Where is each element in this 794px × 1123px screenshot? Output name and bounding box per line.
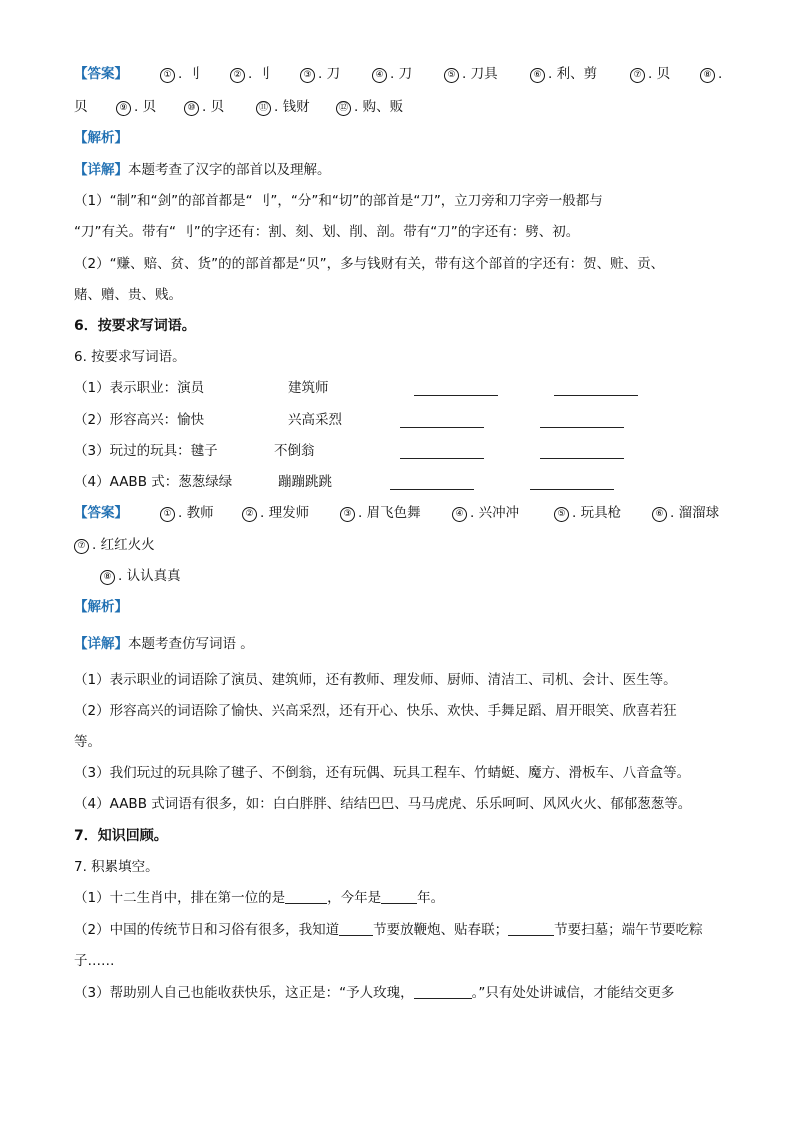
paragraph-line: （1）“制”和“剑”的部首都是“ 刂”，“分”和“切”的部首是“刀”，立刀旁和刀字旁一般都与 <box>74 193 603 209</box>
text-segment: （2）中国的传统节日和习俗有很多，我知道 <box>74 922 340 938</box>
answer-item <box>242 503 309 523</box>
paragraph-line: 子…… <box>74 953 115 969</box>
fill-line-1 <box>74 888 444 908</box>
analysis-label <box>74 597 128 617</box>
item-word: 不倒翁 <box>274 443 315 459</box>
paragraph-line: （3）我们玩过的玩具除了毽子、不倒翁，还有玩偶、玩具工程车、竹蜻蜓、魔方、滑板车、八音盒等。 <box>74 765 691 781</box>
circled-number: ⑦ <box>74 539 89 554</box>
text-segment: 。”只有处处讲诚信，才能结交更多 <box>471 985 675 1001</box>
analysis-tag: 【解析】 <box>74 130 128 146</box>
paragraph-line: 赌、赠、贵、贱。 <box>74 287 182 303</box>
text-segment: 年。 <box>417 890 445 906</box>
question-sub: 7. 积累填空。 <box>74 859 159 875</box>
item-label: （3）玩过的玩具：毽子 <box>74 443 218 459</box>
answer-item <box>160 503 214 523</box>
answer-item <box>444 64 498 84</box>
answer-row-q5-2 <box>74 97 88 117</box>
detail-text: 本题考查仿写词语 。 <box>128 636 254 652</box>
answer-tag: 【答案】 <box>74 66 128 82</box>
detail-text: 本题考查了汉字的部首以及理解。 <box>128 162 331 178</box>
detail-line <box>74 634 254 654</box>
answer-text: . 红红火火 <box>92 537 155 553</box>
answer-text: . 理发师 <box>260 505 310 521</box>
circled-number: ③ <box>340 507 355 522</box>
answer-row-q6-3 <box>100 566 181 586</box>
fill-blank[interactable] <box>381 889 417 904</box>
circled-number: ⑨ <box>116 101 131 116</box>
answer-item <box>530 64 597 84</box>
answer-item <box>452 503 519 523</box>
answer-item <box>230 64 270 84</box>
answer-text: . 利、剪 <box>548 66 598 82</box>
answer-item <box>700 64 722 84</box>
circled-number: ⑥ <box>530 68 545 83</box>
answer-lead: 贝 <box>74 99 88 115</box>
answer-item <box>630 64 670 84</box>
answer-item <box>554 503 621 523</box>
analysis-tag: 【解析】 <box>74 599 128 615</box>
item-label: （2）形容高兴：愉快 <box>74 412 205 428</box>
text-segment: 节要放鞭炮、贴春联； <box>373 922 509 938</box>
fill-line-2 <box>74 920 703 940</box>
answer-text: . 教师 <box>178 505 214 521</box>
circled-number: ① <box>160 68 175 83</box>
answer-item <box>652 503 719 523</box>
item-word: 蹦蹦跳跳 <box>278 474 332 490</box>
circled-number: ⑪ <box>256 101 271 116</box>
item-label: （1）表示职业：演员 <box>74 380 205 396</box>
circled-number: ② <box>230 68 245 83</box>
answer-text: . 兴冲冲 <box>470 505 520 521</box>
circled-number: ④ <box>372 68 387 83</box>
circled-number: ⑫ <box>336 101 351 116</box>
answer-item <box>300 64 340 84</box>
circled-number: ① <box>160 507 175 522</box>
answer-text: . 钱财 <box>274 99 310 115</box>
circled-number: ② <box>242 507 257 522</box>
paragraph-line: “刀”有关。带有“ 刂”的字还有：割、刻、划、削、剖。带有“刀”的字还有：劈、初。 <box>74 224 580 240</box>
circled-number: ⑤ <box>554 507 569 522</box>
circled-number: ⑧ <box>700 68 715 83</box>
detail-line <box>74 160 331 180</box>
circled-number: ④ <box>452 507 467 522</box>
answer-text: . 刀具 <box>462 66 498 82</box>
answer-tag: 【答案】 <box>74 505 128 521</box>
fill-blank[interactable] <box>414 984 472 999</box>
answer-item <box>340 503 421 523</box>
text-segment: 节要扫墓；端午节要吃粽 <box>554 922 703 938</box>
answer-text: . 刀 <box>390 66 413 82</box>
fill-blank[interactable] <box>508 921 554 936</box>
blank-line[interactable] <box>414 395 498 396</box>
blank-line[interactable] <box>540 427 624 428</box>
detail-tag: 【详解】 <box>74 162 128 178</box>
answer-text: . 溜溜球 <box>670 505 720 521</box>
blank-line[interactable] <box>554 395 638 396</box>
paragraph-line: 等。 <box>74 734 101 750</box>
answer-text: . 刂 <box>178 66 201 82</box>
blank-line[interactable] <box>530 489 614 490</box>
fill-blank[interactable] <box>285 889 327 904</box>
item-word: 兴高采烈 <box>288 412 342 428</box>
circled-number: ⑧ <box>100 570 115 585</box>
text-segment: （3）帮助别人自己也能收获快乐，这正是：“予人玫瑰， <box>74 985 414 1001</box>
blank-line[interactable] <box>540 458 624 459</box>
answer-text: . 认认真真 <box>118 568 181 584</box>
circled-number: ⑤ <box>444 68 459 83</box>
fill-line-3 <box>74 983 674 1003</box>
answer-item <box>160 64 200 84</box>
question-heading: 6．按要求写词语。 <box>74 318 196 334</box>
item-word: 建筑师 <box>288 380 329 396</box>
question-heading: 7．知识回顾。 <box>74 828 168 844</box>
answer-row-q6-1 <box>74 503 128 523</box>
blank-line[interactable] <box>390 489 474 490</box>
answer-row-q5-1 <box>74 64 128 84</box>
answer-text: . 购、贩 <box>354 99 404 115</box>
detail-tag: 【详解】 <box>74 636 128 652</box>
answer-item <box>116 97 156 117</box>
circled-number: ⑦ <box>630 68 645 83</box>
answer-text: . 刂 <box>248 66 271 82</box>
text-segment: ，今年是 <box>327 890 382 906</box>
paragraph-line: （1）表示职业的词语除了演员、建筑师，还有教师、理发师、厨师、清洁工、司机、会计、医生等。 <box>74 672 677 688</box>
paragraph-line: （2）“赚、赔、贫、货”的的部首都是“贝”，多与钱财有关，带有这个部首的字还有：贺、赃、贡、 <box>74 256 665 272</box>
answer-text: . <box>718 66 723 82</box>
answer-item <box>256 97 310 117</box>
circled-number: ⑥ <box>652 507 667 522</box>
answer-item <box>184 97 224 117</box>
circled-number: ⑩ <box>184 101 199 116</box>
question-sub: 6. 按要求写词语。 <box>74 349 186 365</box>
text-segment: （1）十二生肖中，排在第一位的是 <box>74 890 286 906</box>
item-label: （4）AABB 式：葱葱绿绿 <box>74 474 233 490</box>
circled-number: ③ <box>300 68 315 83</box>
answer-text: . 贝 <box>648 66 671 82</box>
answer-text: . 贝 <box>202 99 225 115</box>
answer-row-q6-2 <box>74 535 155 555</box>
answer-text: . 贝 <box>134 99 157 115</box>
paragraph-line: （2）形容高兴的词语除了愉快、兴高采烈，还有开心、快乐、欢快、手舞足蹈、眉开眼笑、欣喜若狂 <box>74 703 677 719</box>
paragraph-line: （4）AABB 式词语有很多，如：白白胖胖、结结巴巴、马马虎虎、乐乐呵呵、风风火火、郁郁葱葱等。 <box>74 796 692 812</box>
fill-blank[interactable] <box>339 921 373 936</box>
answer-item <box>336 97 403 117</box>
answer-text: . 刀 <box>318 66 341 82</box>
analysis-label <box>74 128 128 148</box>
blank-line[interactable] <box>400 458 484 459</box>
answer-item <box>372 64 412 84</box>
answer-text: . 眉飞色舞 <box>358 505 421 521</box>
blank-line[interactable] <box>400 427 484 428</box>
answer-text: . 玩具枪 <box>572 505 622 521</box>
